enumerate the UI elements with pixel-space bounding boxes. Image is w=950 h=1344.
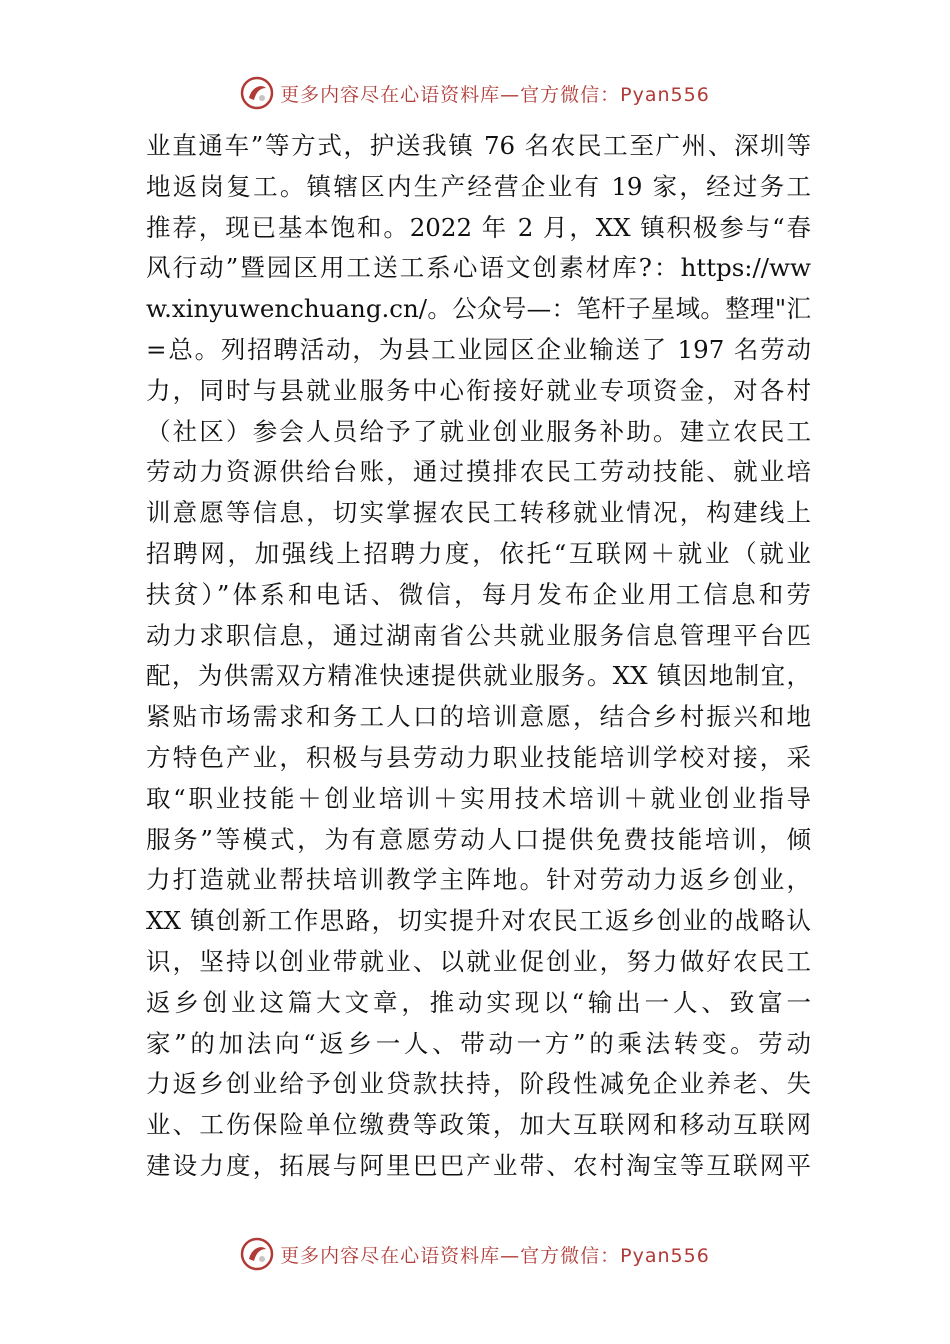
document-body [146, 126, 811, 1187]
body-text-line: 训意愿等信息，切实掌握农民工转移就业情况，构建线上 [146, 498, 811, 528]
body-text-line: 地返岗复工。镇辖区内生产经营企业有 19 家，经过务工 [146, 171, 811, 201]
body-text-line: （社区）参会人员给予了就业创业服务补助。建立农民工 [146, 416, 811, 446]
body-text-line: 建设力度，拓展与阿里巴巴产业带、农村淘宝等互联网平 [146, 1150, 811, 1180]
body-text-line: 力返乡创业给予创业贷款扶持，阶段性减免企业养老、失 [146, 1069, 811, 1099]
header-banner-text: 更多内容尽在心语资料库—官方微信：Pyan556 [280, 83, 710, 106]
body-text-line: 家”的加法向“返乡一人、带动一方”的乘法转变。劳动 [146, 1028, 811, 1058]
body-text-line: 力，同时与县就业服务中心衔接好就业专项资金，对各村 [146, 375, 811, 405]
body-text-line: 取“职业技能＋创业培训＋实用技术培训＋就业创业指导 [146, 783, 811, 813]
body-text-line: XX 镇创新工作思路，切实提升对农民工返乡创业的战略认 [146, 906, 811, 936]
body-text-line: w.xinyuwenchuang.cn/。公众号—：笔杆子星域。整理"汇 [146, 294, 811, 324]
brand-logo-icon [240, 76, 274, 110]
body-text-line: 紧贴市场需求和务工人口的培训意愿，结合乡村振兴和地 [146, 702, 811, 732]
body-text-line: 业、工伤保险单位缴费等政策，加大互联网和移动互联网 [146, 1110, 811, 1140]
body-text-line: 招聘网，加强线上招聘力度，依托“互联网＋就业（就业 [146, 538, 811, 568]
body-text-line: 劳动力资源供给台账，通过摸排农民工劳动技能、就业培 [146, 457, 811, 487]
body-text-line: 推荐，现已基本饱和。2022 年 2 月，XX 镇积极参与“春 [146, 212, 811, 242]
body-text-line: 返乡创业这篇大文章，推动实现以“输出一人、致富一 [146, 987, 811, 1017]
body-text-line: 配，为供需双方精准快速提供就业服务。XX 镇因地制宜， [146, 661, 811, 691]
body-text-line: =总。列招聘活动，为县工业园区企业输送了 197 名劳动 [146, 334, 811, 364]
body-text-line: 力打造就业帮扶培训教学主阵地。针对劳动力返乡创业， [146, 865, 811, 895]
header-banner [0, 73, 950, 113]
body-text-line: 业直通车”等方式，护送我镇 76 名农民工至广州、深圳等 [146, 131, 811, 160]
body-text-line: 扶贫）”体系和电话、微信，每月发布企业用工信息和劳 [146, 579, 811, 609]
body-text-line: 服务”等模式，为有意愿劳动人口提供免费技能培训，倾 [146, 824, 811, 854]
body-text-line: 方特色产业，积极与县劳动力职业技能培训学校对接，采 [146, 742, 811, 772]
footer-banner [0, 1234, 950, 1274]
footer-banner-text: 更多内容尽在心语资料库—官方微信：Pyan556 [280, 1244, 710, 1267]
body-text-line: 识，坚持以创业带就业、以就业促创业，努力做好农民工 [146, 946, 811, 976]
body-text-line: 动力求职信息，通过湖南省公共就业服务信息管理平台匹 [146, 620, 811, 650]
brand-logo-icon [240, 1237, 274, 1271]
body-text-line: 风行动”暨园区用工送工系心语文创素材库?：https://ww [146, 253, 811, 283]
